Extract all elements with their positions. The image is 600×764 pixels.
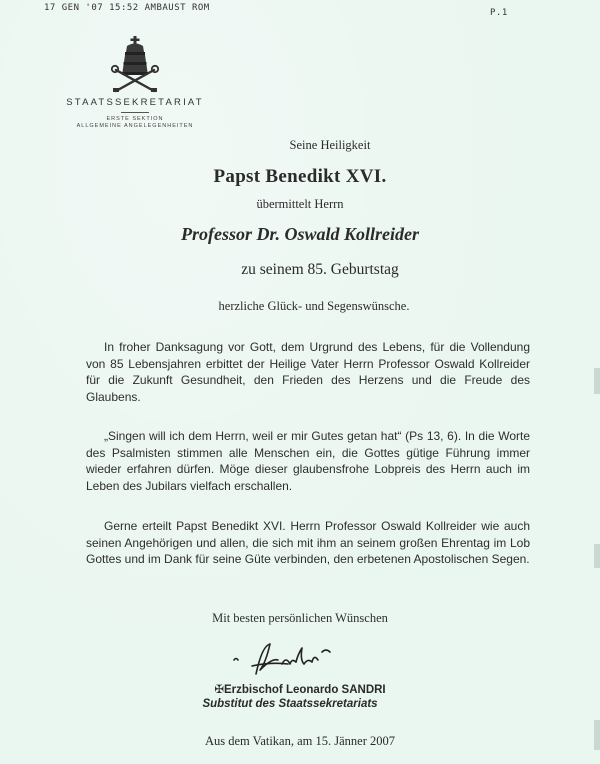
recipient-name: Professor Dr. Oswald Kollreider: [180, 224, 420, 244]
closing-greeting: Mit besten persönlichen Wünschen: [212, 611, 388, 625]
signer-name: ✠Erzbischof Leonardo SANDRI: [214, 684, 386, 696]
papal-crest-icon: [108, 36, 162, 94]
occasion-line: zu seinem 85. Geburtstag: [241, 261, 399, 278]
handwritten-signature: [226, 640, 346, 680]
heading-line-uebermittelt: übermittelt Herrn: [256, 197, 344, 211]
letterhead: [40, 36, 230, 130]
scan-edge-mark: [594, 720, 600, 750]
fax-transmission-line: 17 GEN '07 15:52 AMBAUST ROM: [44, 3, 210, 13]
body-paragraph-3: Gerne erteilt Papst Benedikt XVI. Herrn Professor Oswald Kollreider wie auch seinen Angehörigen und allen, die sich mit ihm an seinem großen Ehrentag im Lob Gottes und im Dank für seine Güte verbinden, den erbetenen Apostolischen Segen.: [86, 519, 530, 566]
heading-line-seine-heiligkeit: Seine Heiligkeit: [289, 138, 371, 152]
wishes-line: herzliche Glück- und Segenswünsche.: [218, 299, 410, 313]
signer-title: Substitut des Staatssekretariats: [202, 698, 378, 710]
scan-edge-mark: [594, 544, 600, 568]
office-section-line1: ERSTE SEKTION: [106, 116, 164, 122]
heading-title: Papst Benedikt XVI.: [213, 166, 387, 187]
office-divider: [121, 112, 149, 113]
scan-edge-mark: [594, 368, 600, 394]
office-section-line2: ALLGEMEINE ANGELEGENHEITEN: [76, 123, 194, 129]
fax-page-number: P.1: [490, 8, 508, 18]
body-paragraph-1: In froher Danksagung vor Gott, dem Urgrund des Lebens, für die Vollendung von 85 Lebensjahren erbittet der Heilige Vater Herrn Professor Oswald Kollreider für die Zukunft Gesundheit, den Frieden des Herzens und die Freude des Glaubens.: [86, 340, 530, 404]
office-name: STAATSSEKRETARIAT: [66, 97, 204, 108]
place-and-date: Aus dem Vatikan, am 15. Jänner 2007: [204, 734, 395, 748]
body-paragraph-2: „Singen will ich dem Herrn, weil er mir Gutes getan hat“ (Ps 13, 6). In die Worte des Psalmisten stimmen alle Menschen ein, die Gottes gütige Führung immer wieder erfahren dürfen. Möge dieser glaubensfrohe Lobpreis des Herrn auch im Leben des Jubilars vielfach erschallen.: [86, 429, 530, 493]
